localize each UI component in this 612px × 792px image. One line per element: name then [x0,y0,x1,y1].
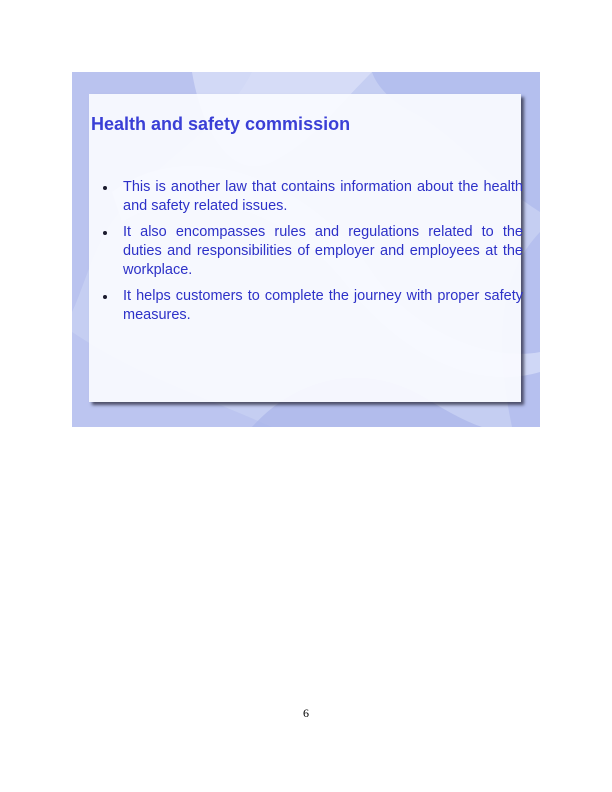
list-item [89,223,523,280]
list-item [89,287,523,325]
list-item [89,178,523,216]
bullet-text: This is another law that contains information about the health and safety related issues. [123,179,523,214]
bullet-list [89,178,523,332]
bullet-icon [103,231,107,235]
bullet-text: It also encompasses rules and regulations related to the duties and responsibilities of employer and employees at the workplace. [123,224,523,278]
slide-image [72,72,540,427]
content-box [89,94,521,402]
bullet-text: It helps customers to complete the journey with proper safety measures. [123,288,523,323]
bullet-icon [103,186,107,190]
page-number: 6 [303,706,309,720]
slide-title: Health and safety commission [91,114,351,134]
bullet-icon [103,295,107,299]
